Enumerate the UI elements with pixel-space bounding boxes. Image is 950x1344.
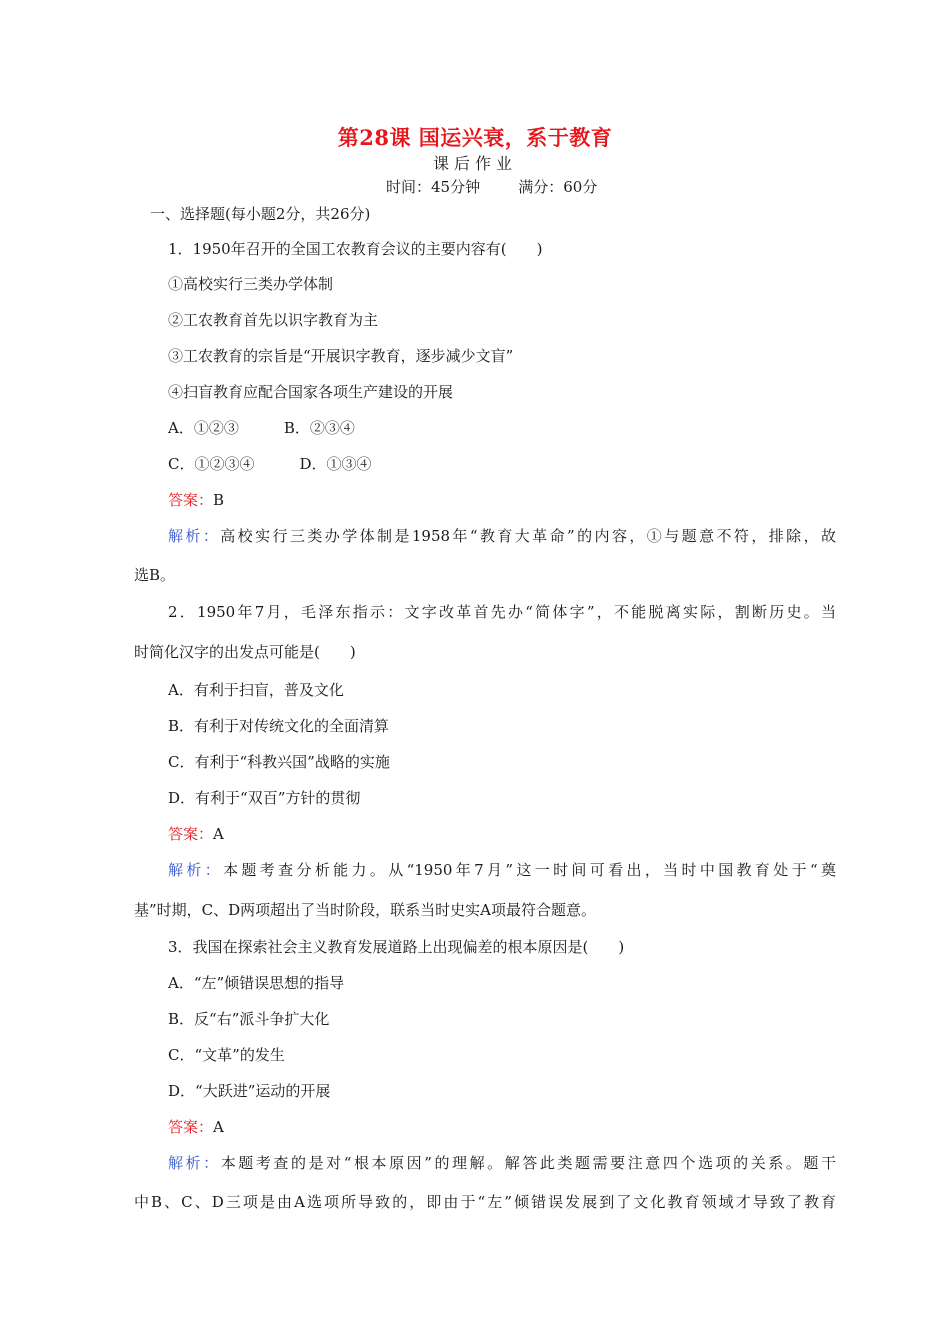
q1-item-3: ③工农教育的宗旨是“开展识字教育，逐步减少文盲”	[168, 347, 514, 365]
q1-item-2: ②工农教育首先以识字教育为主	[168, 311, 379, 329]
q2-analysis-line2: 基”时期，C、D两项超出了当时阶段，联系当时史实A项最符合题意。	[134, 901, 597, 919]
q2-option-d: D．有利于“双百”方针的贯彻	[168, 789, 361, 807]
answer-label: 答案：	[168, 1118, 214, 1136]
q1-options-row1: A．①②③ B．②③④	[168, 419, 355, 437]
q3-option-a: A．“左”倾错误思想的指导	[168, 974, 345, 992]
lesson-subtitle: 课后作业	[432, 154, 517, 173]
answer-label: 答案：	[168, 825, 214, 843]
time-limit: 时间：45分钟	[386, 178, 481, 196]
q1-answer	[168, 489, 224, 511]
answer-value: B	[213, 491, 225, 509]
q3-option-b: B．反“右”派斗争扩大化	[168, 1010, 330, 1028]
q1-analysis-line1	[168, 525, 836, 547]
q2-option-a: A．有利于扫盲，普及文化	[168, 681, 344, 699]
answer-value: A	[213, 825, 224, 843]
section-heading: 一、选择题(每小题2分，共26分)	[150, 205, 371, 223]
q3-stem: 3．我国在探索社会主义教育发展道路上出现偏差的根本原因是( )	[168, 938, 625, 956]
q2-option-c: C．有利于“科教兴国”战略的实施	[168, 753, 390, 771]
full-score: 满分：60分	[518, 178, 598, 196]
q3-answer	[168, 1116, 224, 1138]
q1-analysis-line2: 选B。	[134, 566, 176, 584]
analysis-label: 解析：	[168, 527, 221, 545]
exam-meta	[386, 176, 597, 197]
q2-option-b: B．有利于对传统文化的全面清算	[168, 717, 390, 735]
q2-stem-line1: 2．1950年7月，毛泽东指示：文字改革首先办“简体字”，不能脱离实际，割断历史。当	[168, 603, 836, 621]
q3-analysis-line2: 中B、C、D三项是由A选项所导致的，即由于“左”倾错误发展到了文化教育领域才导致了教育	[134, 1193, 836, 1211]
q2-answer	[168, 823, 224, 845]
analysis-label: 解析：	[168, 861, 224, 879]
q3-option-c: C．“文革”的发生	[168, 1046, 285, 1064]
q2-stem-line2: 时简化汉字的出发点可能是( )	[134, 643, 356, 661]
q1-options-row2: C．①②③④ D．①③④	[168, 455, 372, 473]
analysis-text: 本题考查分析能力。从“1950年7月”这一时间可看出，当时中国教育处于“奠	[223, 861, 836, 879]
lesson-title: 第28课 国运兴衰，系于教育	[337, 125, 613, 150]
q2-analysis-line1	[168, 859, 836, 881]
analysis-text: 高校实行三类办学体制是1958年“教育大革命”的内容，①与题意不符，排除，故	[220, 527, 836, 545]
analysis-text: 本题考查的是对“根本原因”的理解。解答此类题需要注意四个选项的关系。题干	[220, 1154, 836, 1172]
q3-option-d: D．“大跃进”运动的开展	[168, 1082, 331, 1100]
answer-label: 答案：	[168, 491, 214, 509]
analysis-label: 解析：	[168, 1154, 221, 1172]
q1-item-4: ④扫盲教育应配合国家各项生产建设的开展	[168, 383, 454, 401]
q1-item-1: ①高校实行三类办学体制	[168, 275, 334, 293]
q3-analysis-line1	[168, 1152, 836, 1174]
answer-value: A	[213, 1118, 224, 1136]
q1-stem: 1．1950年召开的全国工农教育会议的主要内容有( )	[168, 240, 543, 258]
